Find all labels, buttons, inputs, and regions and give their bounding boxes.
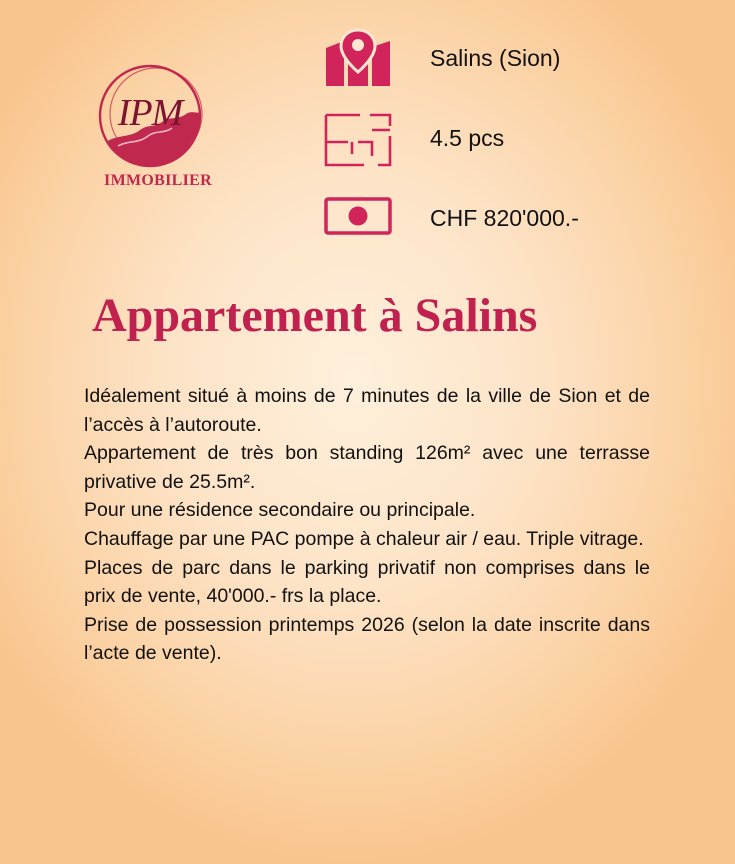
rooms-row (324, 112, 704, 172)
rooms-text: 4.5 pcs (430, 125, 505, 151)
floor-plan-icon (324, 112, 392, 173)
description-paragraph: Idéalement situé à moins de 7 minutes de la ville de Sion et de l’accès à l’autoroute. (84, 385, 650, 436)
description-paragraph: Pour une résidence secondaire ou principale. (84, 499, 476, 522)
location-text: Salins (Sion) (430, 45, 561, 71)
banknote-icon (324, 196, 392, 243)
description-paragraph: Appartement de très bon standing 126m² avec une terrasse privative de 25.5m². (84, 442, 650, 493)
page-title: Appartement à Salins (92, 289, 538, 342)
map-marker-icon (324, 28, 392, 93)
logo-initials: IPM (117, 92, 183, 134)
price-row (324, 196, 704, 256)
description-paragraph: Chauffage par une PAC pompe à chaleur air / eau. Triple vitrage. (84, 527, 644, 550)
location-row (324, 28, 704, 88)
description (84, 382, 650, 668)
company-logo (98, 64, 218, 194)
logo-text: IMMOBILIER (104, 172, 212, 189)
description-paragraph: Prise de possession printemps 2026 (selon la date inscrite dans l’acte de vente). (84, 613, 650, 665)
price-text: CHF 820'000.- (430, 205, 579, 231)
description-paragraph: Places de parc dans le parking privatif non comprises dans le prix de vente, 40'000.- frs la place. (84, 556, 650, 608)
